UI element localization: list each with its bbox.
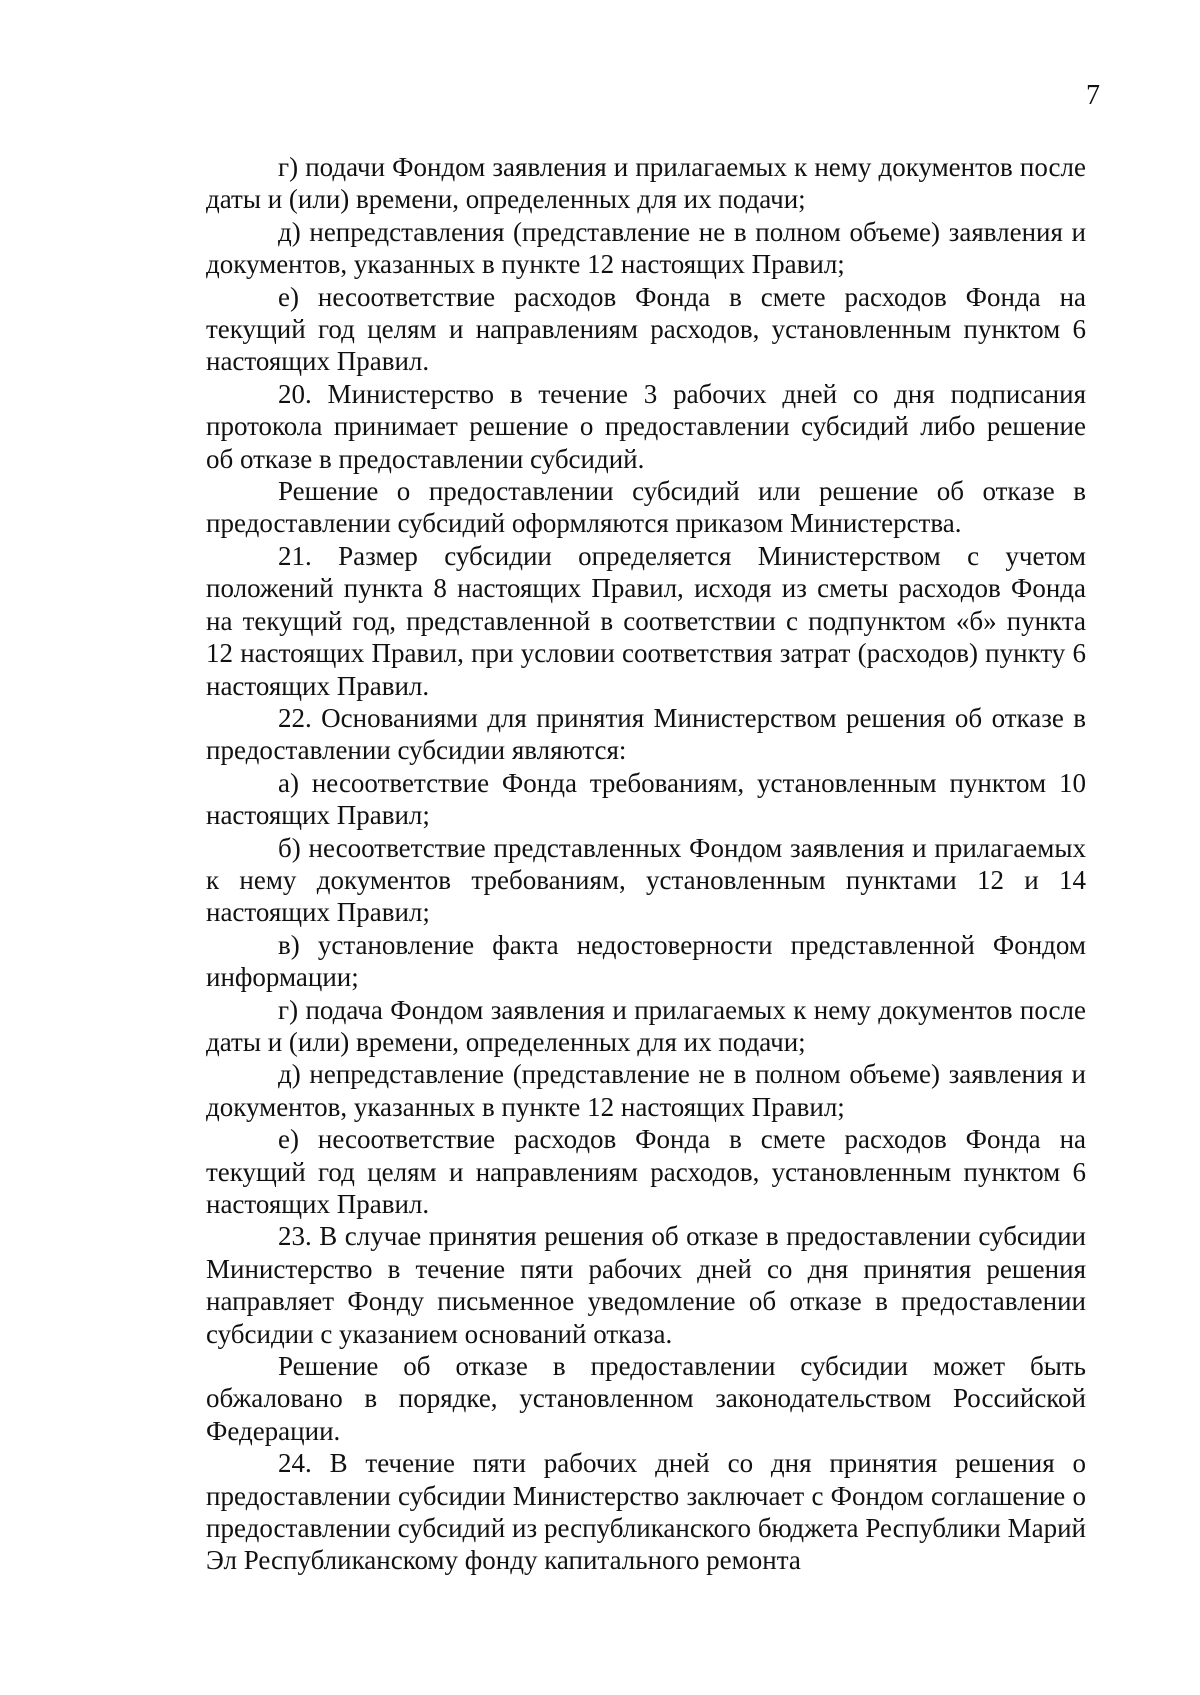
paragraph-22: 22. Основаниями для принятия Министерством решения об отказе в предоставлении субсидии являются: bbox=[206, 702, 1086, 766]
paragraph-20-decision: Решение о предоставлении субсидий или решение об отказе в предоставлении субсидий оформляются приказом Министерства. bbox=[206, 476, 1086, 539]
paragraph-20: 20. Министерство в течение 3 рабочих дней со дня подписания протокола принимает решение о предоставлении субсидий либо решение об отказе в предоставлении субсидий. bbox=[206, 378, 1086, 474]
paragraph-23: 23. В случае принятия решения об отказе в предоставлении субсидии Министерство в течение пяти рабочих дней со дня принятия решения направляет Фонду письменное уведомление об отказе в предоставлении субсидии с указанием оснований отказа. bbox=[206, 1221, 1086, 1349]
paragraph-19g: г) подачи Фондом заявления и прилагаемых к нему документов после даты и (или) времени, определенных для их подачи; bbox=[206, 152, 1086, 215]
paragraph-22d: д) непредставление (представление не в полном объеме) заявления и документов, указанных в пункте 12 настоящих Правил; bbox=[206, 1059, 1086, 1122]
paragraph-23-appeal: Решение об отказе в предоставлении субсидии может быть обжаловано в порядке, установленном законодательством Российской Федерации. bbox=[206, 1351, 1086, 1446]
paragraph-22v: в) установление факта недостоверности представленной Фондом информации; bbox=[206, 929, 1086, 993]
paragraph-22g: г) подача Фондом заявления и прилагаемых к нему документов после даты и (или) времени, определенных для их подачи; bbox=[206, 994, 1086, 1057]
document-body bbox=[206, 151, 1086, 1577]
paragraph-19e: е) несоответствие расходов Фонда в смете расходов Фонда на текущий год целям и направлениям расходов, установленным пунктом 6 настоящих Правил. bbox=[206, 281, 1086, 377]
paragraph-22e: е) несоответствие расходов Фонда в смете расходов Фонда на текущий год целям и направлениям расходов, установленным пунктом 6 настоящих Правил. bbox=[206, 1124, 1086, 1219]
paragraph-24: 24. В течение пяти рабочих дней со дня принятия решения о предоставлении субсидии Министерство заключает с Фондом соглашение о предоставлении субсидий из республиканского бюджета Республики Марий Эл Республиканскому фонду капитального ремонта bbox=[206, 1448, 1086, 1576]
page-number: 7 bbox=[1086, 80, 1100, 111]
paragraph-22b: б) несоответствие представленных Фондом заявления и прилагаемых к нему документов требованиям, установленным пунктами 12 и 14 настоящих Правил; bbox=[206, 832, 1086, 928]
paragraph-19d: д) непредставления (представление не в полном объеме) заявления и документов, указанных в пункте 12 настоящих Правил; bbox=[206, 216, 1086, 280]
paragraph-21: 21. Размер субсидии определяется Министерством с учетом положений пункта 8 настоящих Правил, исходя из сметы расходов Фонда на текущий год, представленной в соответствии с подпунктом «б» пункта 12 настоящих Правил, при условии соответствия затрат (расходов) пункту 6 настоящих Правил. bbox=[206, 540, 1086, 701]
paragraph-22a: а) несоответствие Фонда требованиям, установленным пунктом 10 настоящих Правил; bbox=[206, 767, 1086, 831]
